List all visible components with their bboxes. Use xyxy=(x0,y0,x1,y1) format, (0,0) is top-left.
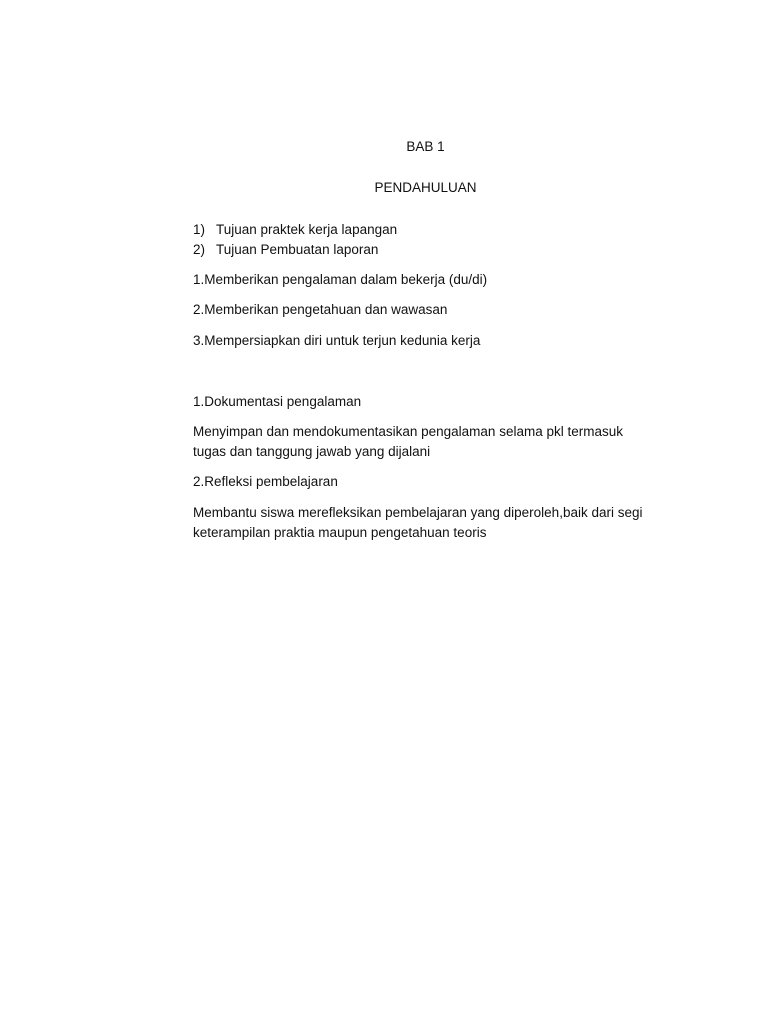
chapter-heading: PENDAHULUAN xyxy=(374,180,477,195)
objectives-list xyxy=(193,220,653,260)
goal-item: 3.Mempersiapkan diri untuk terjun kedunia kerja xyxy=(193,333,481,348)
chapter-title: BAB 1 xyxy=(406,139,445,154)
list-item-number: 2) xyxy=(193,242,206,257)
list-item xyxy=(193,240,653,260)
goal-item: 1.Memberikan pengalaman dalam bekerja (du/di) xyxy=(193,272,488,287)
section-body: Membantu siswa merefleksikan pembelajaran yang diperoleh,baik dari segi keterampilan praktia maupun pengetahuan teoris xyxy=(193,505,643,540)
list-item-text: Tujuan Pembuatan laporan xyxy=(216,242,379,257)
section-body: Menyimpan dan mendokumentasikan pengalaman selama pkl termasuk tugas dan tanggung jawab yang dijalani xyxy=(193,424,623,459)
list-item-number: 1) xyxy=(193,222,206,237)
list-item xyxy=(193,220,653,240)
goal-item: 2.Memberikan pengetahuan dan wawasan xyxy=(193,302,448,317)
section-title: 2.Refleksi pembelajaran xyxy=(193,474,338,489)
section-title: 1.Dokumentasi pengalaman xyxy=(193,394,362,409)
list-item-text: Tujuan praktek kerja lapangan xyxy=(216,222,398,237)
